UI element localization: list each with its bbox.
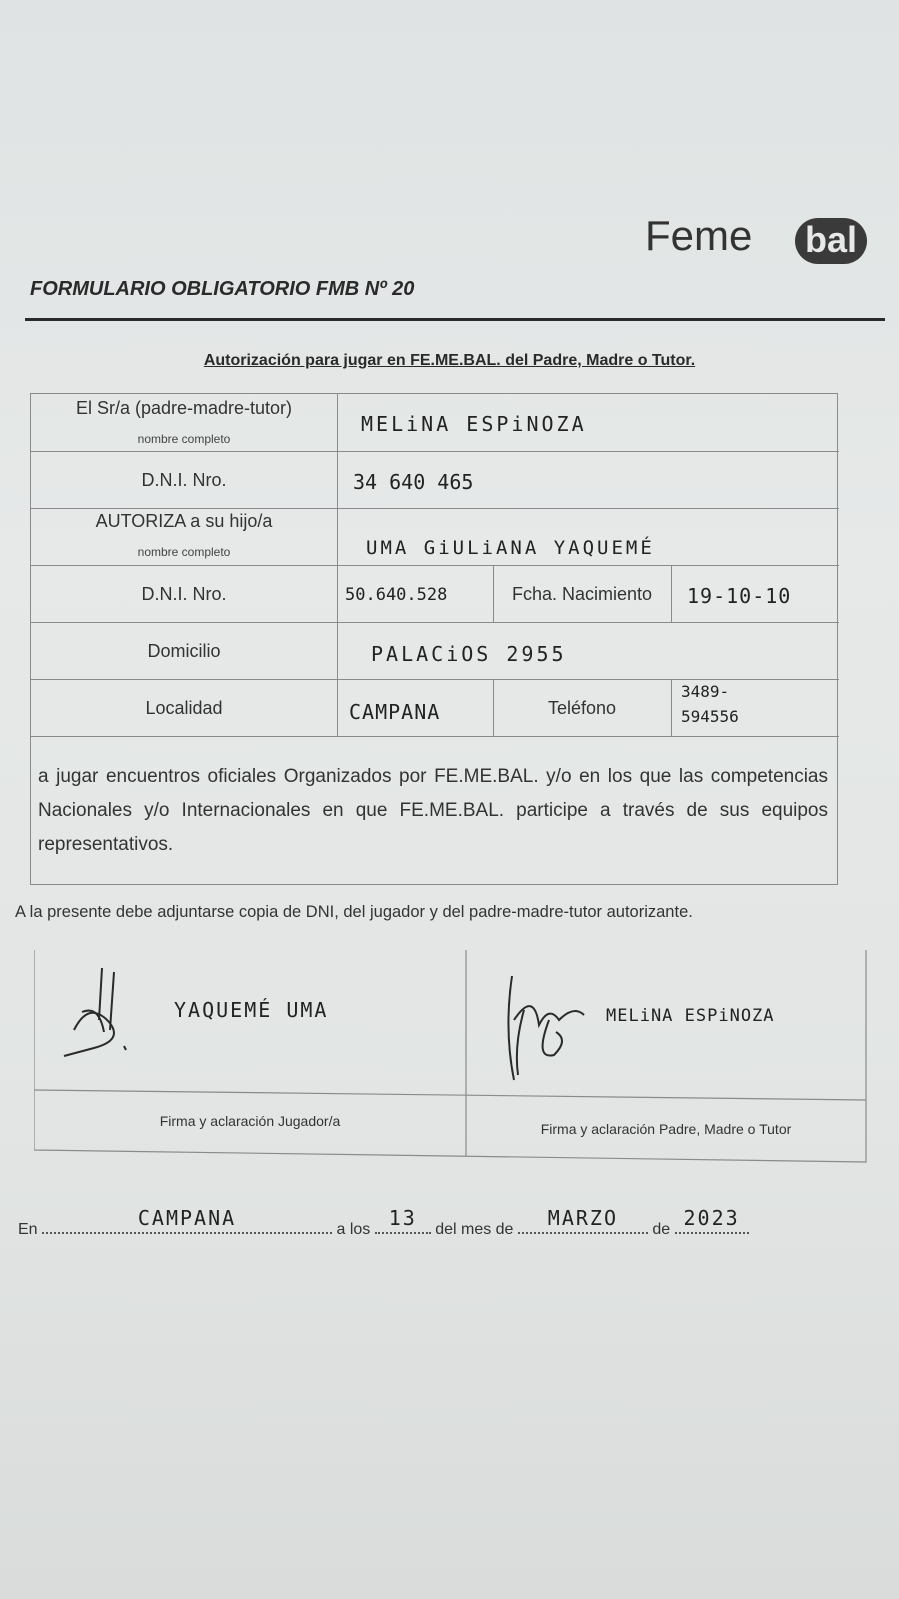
footer-a-los-label: a los bbox=[336, 1221, 371, 1238]
child-label: AUTORIZA a su hijo/a bbox=[95, 511, 273, 531]
month-value: MARZO bbox=[547, 1206, 619, 1230]
child-dni-field[interactable]: 50.640.528 bbox=[345, 585, 448, 605]
child-dni-label: D.N.I. Nro. bbox=[141, 584, 227, 604]
parent-sublabel: nombre completo bbox=[137, 432, 231, 446]
address-field[interactable]: PALACiOS 2955 bbox=[371, 642, 567, 666]
city-label: Localidad bbox=[145, 698, 223, 718]
column-divider bbox=[337, 394, 338, 736]
player-signature-mark bbox=[54, 960, 144, 1070]
parent-signature-label: Firma y aclaración Padre, Madre o Tutor bbox=[540, 1121, 792, 1137]
parent-signature-name: MELiNA ESPiNOZA bbox=[606, 1006, 775, 1026]
date-place-line bbox=[18, 1206, 878, 1239]
phone-label: Teléfono bbox=[547, 698, 617, 718]
logo-pill: bal bbox=[795, 218, 867, 264]
column-divider bbox=[671, 679, 672, 736]
parent-label: El Sr/a (padre-madre-tutor) bbox=[75, 398, 293, 418]
phone-field-line1[interactable]: 3489- bbox=[681, 682, 730, 701]
place-value: CAMPANA bbox=[137, 1206, 237, 1230]
player-signature-label: Firma y aclaración Jugador/a bbox=[159, 1113, 341, 1129]
footer-del-mes-label: del mes de bbox=[435, 1221, 514, 1238]
femebal-logo bbox=[645, 212, 875, 272]
signature-table bbox=[34, 950, 884, 1180]
attachment-note: A la presente debe adjuntarse copia de DNI, del jugador y del padre-madre-tutor autorizante. bbox=[15, 903, 693, 921]
logo-text: Feme bbox=[645, 212, 753, 259]
place-field[interactable] bbox=[42, 1206, 332, 1234]
parent-name-field[interactable]: MELiNA ESPiNOZA bbox=[361, 412, 587, 436]
parent-dni-field[interactable]: 34 640 465 bbox=[353, 470, 474, 494]
signature-table-lines bbox=[34, 950, 884, 1180]
year-field[interactable] bbox=[675, 1206, 749, 1234]
form-title: FORMULARIO OBLIGATORIO FMB Nº 20 bbox=[30, 278, 415, 300]
child-sublabel: nombre completo bbox=[137, 545, 231, 559]
phone-field-line2[interactable]: 594556 bbox=[681, 707, 739, 726]
footer-en-label: En bbox=[18, 1221, 38, 1238]
city-field[interactable]: CAMPANA bbox=[349, 700, 441, 724]
day-value: 13 bbox=[388, 1206, 417, 1230]
year-value: 2023 bbox=[683, 1206, 740, 1230]
title-rule bbox=[25, 318, 885, 321]
column-divider bbox=[671, 565, 672, 622]
month-field[interactable] bbox=[518, 1206, 648, 1234]
parent-signature-mark bbox=[494, 970, 594, 1090]
form-subtitle: Autorización para jugar en FE.ME.BAL. del Padre, Madre o Tutor. bbox=[203, 352, 696, 369]
player-signature-name: YAQUEMÉ UMA bbox=[174, 998, 329, 1022]
authorization-text: a jugar encuentros oficiales Organizados por FE.ME.BAL. y/o en los que las competencias Nacionales y/o Internacionales en que FE.ME.BAL. participe a través de sus equipos representativos. bbox=[38, 766, 828, 855]
parent-dni-label: D.N.I. Nro. bbox=[141, 470, 227, 490]
child-name-field[interactable]: UMA GiULiANA YAQUEMÉ bbox=[366, 537, 655, 559]
footer-de-label: de bbox=[652, 1221, 671, 1238]
birth-date-field[interactable]: 19-10-10 bbox=[687, 584, 792, 608]
address-label: Domicilio bbox=[147, 641, 221, 661]
birth-date-label: Fcha. Nacimiento bbox=[511, 584, 653, 604]
day-field[interactable] bbox=[375, 1206, 431, 1234]
